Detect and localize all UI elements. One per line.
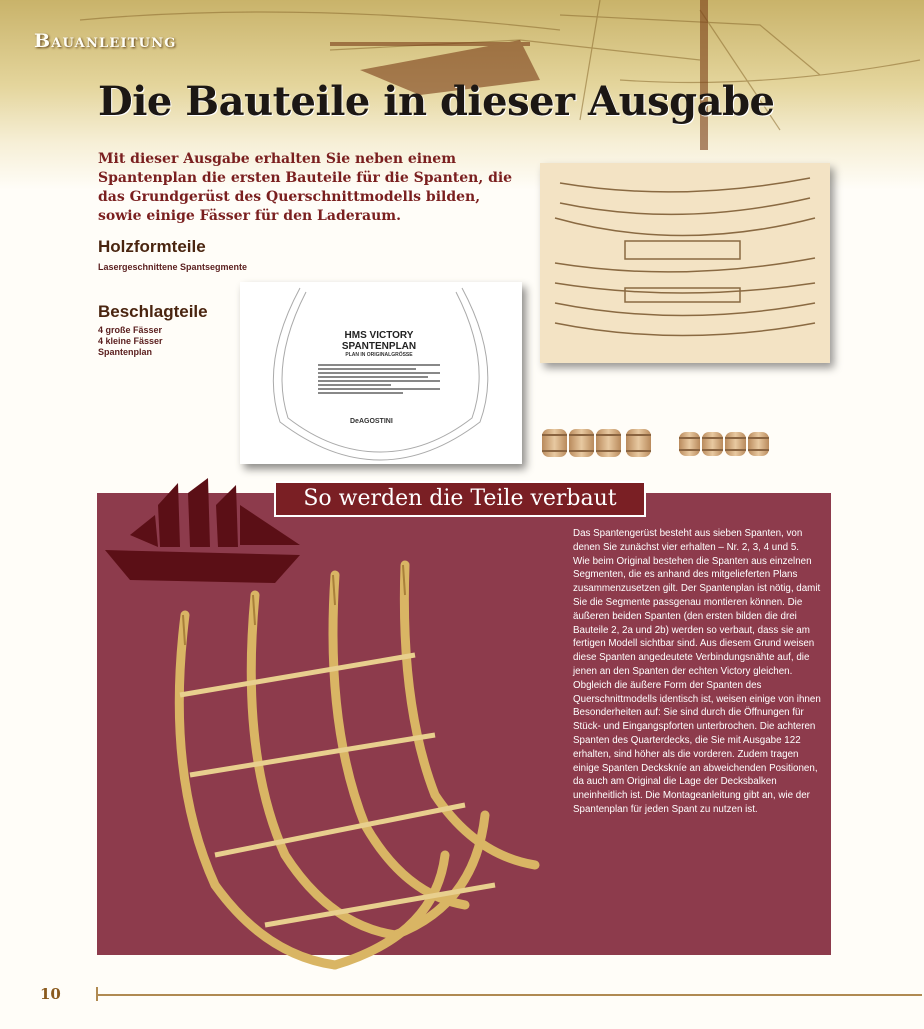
laser-cut-parts-photo: [540, 163, 830, 363]
barrel-small: [748, 432, 769, 456]
wood-parts-heading: Holzformteile: [98, 237, 206, 256]
barrel-small: [702, 432, 723, 456]
assembly-text: [573, 527, 825, 817]
assembly-heading: So werden die Teile verbaut: [274, 481, 646, 517]
plan-title: [318, 330, 440, 352]
publisher-logo: DeAGOSTINI: [350, 418, 393, 425]
fittings-list: [98, 325, 163, 358]
wood-parts-item: Lasergeschnittene Spantsegmente: [98, 262, 248, 272]
barrel-large: [626, 429, 651, 457]
barrel-large: [569, 429, 594, 457]
assembled-frames-model: [145, 555, 565, 975]
frame-plan-image: [240, 282, 522, 464]
barrel-large: [542, 429, 567, 457]
assembly-paragraph: Wie beim Original bestehen die Spanten aus einzelnen Segmenten, die es anhand des mitgelieferten Plans zusammenzusetzen gilt. Der Spantenplan ist nötig, damit Sie die Segmente passgenau montieren können. Die äußeren beiden Spanten (den ersten bilden die drei Bauteile 2, 2a und 2b) werden so verbaut, dass sie am fertigen Modell sichtbar sind. Aus diesem Grund weisen diese Spanten angedeutete Verbindungsnähte auf, die jenen an den Spanten der echten Victory gleichen. Obgleich die äußere Form der Spanten des Querschnittmodells identisch ist, weisen einige von ihnen Besonderheiten auf: Sie sind durch die Öffnungen für Stück- und Eingangspforten unterbrochen. Die achteren Spanten des Quarterdecks, die Sie mit Ausgabe 122 erhalten, sind höher als die vorderen. Zudem tragen einige Spanten Deckskníe an abweichenden Positionen, da auch am Original die Lage der Decksbalken uneinheitlich ist. Die Montageanleitung gibt an, wie der Spantenplan für jeden Spant zu nutzen ist.: [573, 555, 821, 815]
barrel-small: [679, 432, 700, 456]
fittings-item: 4 kleine Fässer: [98, 336, 163, 346]
barrel-small: [725, 432, 746, 456]
wood-parts-list: [98, 262, 247, 273]
plan-subtitle: PLAN IN ORIGINALGRÖSSE: [345, 352, 413, 358]
frame-segments-drawing: [540, 163, 830, 363]
fittings-item: Spantenplan: [98, 347, 153, 357]
footer-divider: [96, 994, 922, 996]
assembly-paragraph: Das Spantengerüst besteht aus sieben Spanten, von denen Sie zunächst vier erhalten – Nr. 2, 3, 4 und 5.: [573, 528, 803, 553]
plan-title-line: SPANTENPLAN: [341, 341, 417, 352]
barrel-large: [596, 429, 621, 457]
fittings-item: 4 große Fässer: [98, 325, 163, 335]
intro-text: Mit dieser Ausgabe erhalten Sie neben einem Spantenplan die ersten Bauteile für die Spanten, die das Grundgerüst des Querschnittmodells bilden, sowie einige Fässer für den Laderaum.: [98, 151, 513, 224]
plan-text-block: [318, 364, 440, 396]
section-label: Bauanleitung: [34, 30, 177, 52]
page-title: Die Bauteile in dieser Ausgabe: [98, 78, 775, 125]
page-number: 10: [40, 985, 61, 1003]
plan-title-line: HMS VICTORY: [344, 330, 414, 341]
fittings-heading: Beschlagteile: [98, 302, 208, 321]
